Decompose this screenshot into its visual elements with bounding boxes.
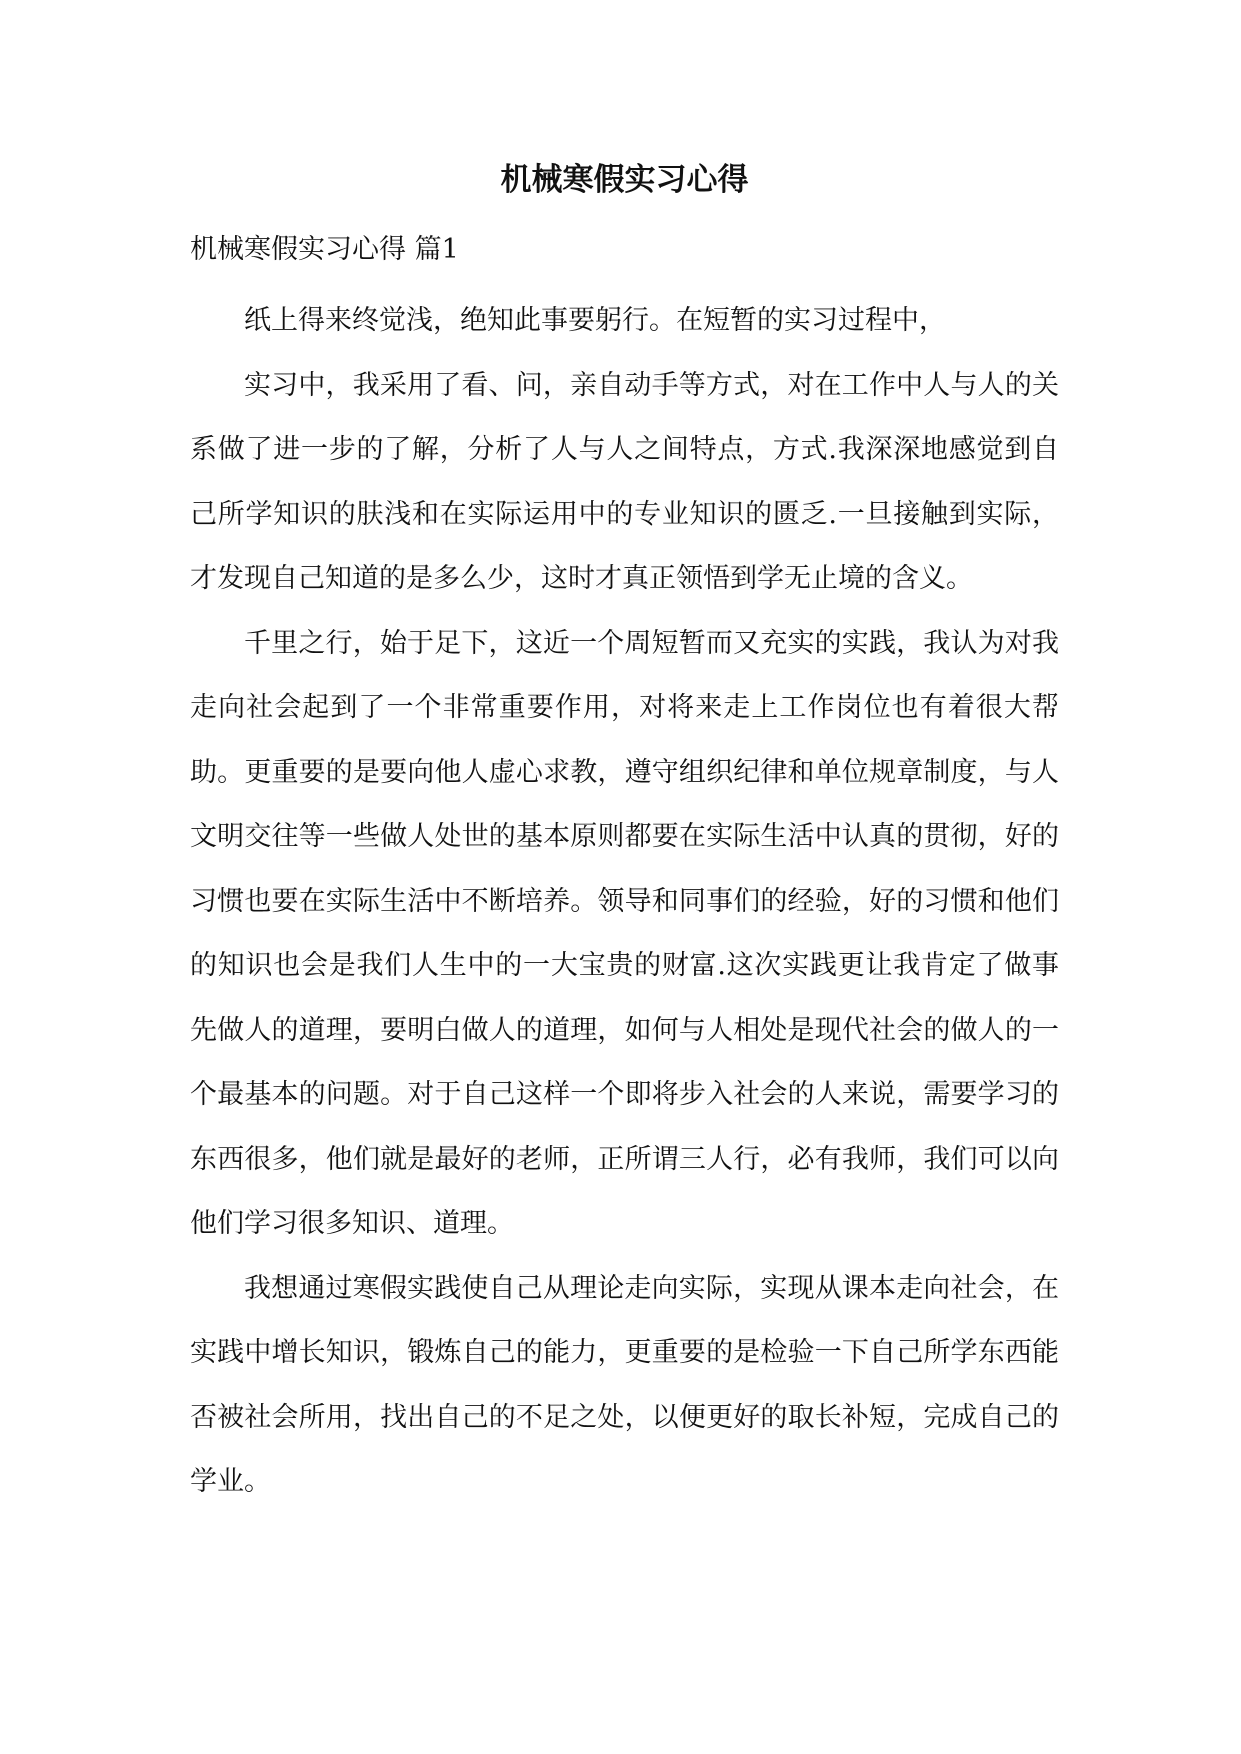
paragraph-3: 千里之行，始于足下，这近一个周短暂而又充实的实践，我认为对我走向社会起到了一个非常重要作用，对将来走上工作岗位也有着很大帮助。更重要的是要向他人虚心求教，遵守组织纪律和单位规章制度，与人文明交往等一些做人处世的基本原则都要在实际生活中认真的贯彻，好的习惯也要在实际生活中不断培养。领导和同事们的经验，好的习惯和他们的知识也会是我们人生中的一大宝贵的财富.这次实践更让我肯定了做事先做人的道理，要明白做人的道理，如何与人相处是现代社会的做人的一个最基本的问题。对于自己这样一个即将步入社会的人来说，需要学习的东西很多，他们就是最好的老师，正所谓三人行，必有我师，我们可以向他们学习很多知识、道理。 [190,627,1059,1239]
document-title: 机械寒假实习心得 [500,162,749,198]
paragraph-1: 纸上得来终觉浅，绝知此事要躬行。在短暂的实习过程中， [244,305,946,336]
document-body [190,289,1059,1515]
section-heading: 机械寒假实习心得 篇1 [190,234,459,265]
paragraph-4: 我想通过寒假实践使自己从理论走向实际，实现从课本走向社会，在实践中增长知识，锻炼自己的能力，更重要的是检验一下自己所学东西能否被社会所用，找出自己的不足之处，以便更好的取长补短，完成自己的学业。 [190,1272,1059,1497]
paragraph-2: 实习中，我采用了看、问，亲自动手等方式，对在工作中人与人的关系做了进一步的了解，分析了人与人之间特点，方式.我深深地感觉到自己所学知识的肤浅和在实际运用中的专业知识的匮乏.一旦接触到实际，才发现自己知道的是多么少，这时才真正领悟到学无止境的含义。 [190,369,1059,594]
document-page [190,0,1059,1754]
